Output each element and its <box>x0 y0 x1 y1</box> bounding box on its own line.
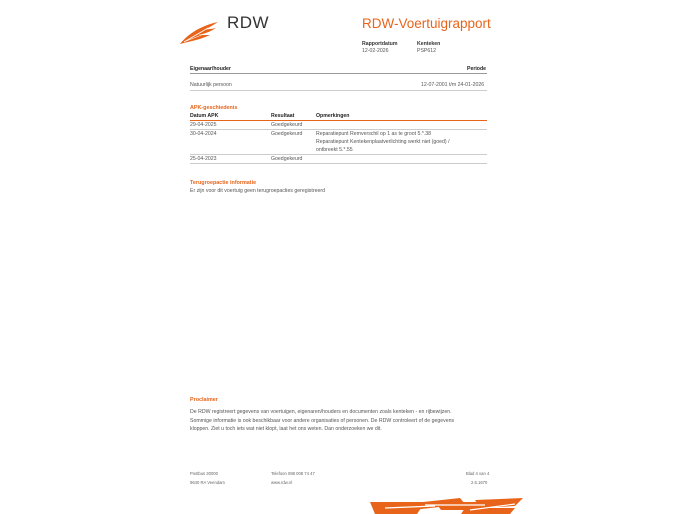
apk-row-remark: Reparatiepunt Remverschil op 1 as te groot 5.*.38 <box>316 131 432 137</box>
footer-page-number: Blad 4 van 4 <box>466 471 490 476</box>
disclaimer-line: kloppen. Ziet u toch iets wat niet klopt, laat het ons weten. Dan onderzoeken we dit. <box>190 426 382 432</box>
apk-row-divider <box>190 129 487 130</box>
logo-text: RDW <box>227 13 270 32</box>
owner-row-divider <box>190 90 487 91</box>
apk-row-result: Goedgekeurd <box>271 122 303 128</box>
apk-header-remarks: Opmerkingen <box>316 113 350 119</box>
owner-col-header: Eigenaar/houder <box>190 66 231 72</box>
rapportdatum-label: Rapportdatum <box>362 41 398 47</box>
apk-header-divider <box>190 120 487 121</box>
apk-row-date: 25-04-2023 <box>190 156 217 162</box>
disclaimer-title: Proclaimer <box>190 397 218 403</box>
disclaimer-line: Sommige informatie is ook beschikbaar voor andere organisaties of personen. De RDW controleert of de gegevens <box>190 417 455 424</box>
kenteken-value: PSP612 <box>417 48 437 54</box>
apk-row-date: 29-04-2025 <box>190 122 217 128</box>
apk-row-remark: Reparatiepunt Kentekenplaatverlichting werkt niet (goed) / <box>316 139 450 145</box>
bottom-stripes-decoration <box>365 496 525 514</box>
apk-row-divider <box>190 163 487 164</box>
footer-postbus: Postbus 30000 <box>190 471 218 476</box>
footer-code: 2.6.1670 <box>471 480 488 485</box>
apk-section-title: APK-geschiedenis <box>190 105 238 111</box>
document-title: RDW-Voertuigrapport <box>362 16 491 31</box>
apk-row-result: Goedgekeurd <box>271 131 303 137</box>
footer-telefoon: Telefoon 088 008 74 47 <box>271 471 315 476</box>
rdw-logo-icon <box>178 20 220 46</box>
footer-website: www.rdw.nl <box>271 480 292 485</box>
apk-row-divider <box>190 154 487 155</box>
apk-header-result: Resultaat <box>271 113 295 119</box>
rapportdatum-value: 12-02-2026 <box>362 48 389 54</box>
owner-divider <box>190 73 487 74</box>
footer-postcode: 9640 RA Veendam <box>190 480 225 485</box>
apk-row-date: 30-04-2024 <box>190 131 217 137</box>
recall-text: Er zijn voor dit voertuig geen terugroepacties geregistreerd <box>190 188 325 194</box>
owner-period: 12-07-2001 t/m 24-01-2026 <box>421 82 485 88</box>
kenteken-label: Kenteken <box>417 41 441 47</box>
recall-section-title: Terugroepactie informatie <box>190 180 257 186</box>
apk-header-date: Datum APK <box>190 113 219 119</box>
owner-type: Natuurlijk persoon <box>190 82 232 88</box>
disclaimer-line: De RDW registreert gegevens van voertuigen, eigenaren/houders en documenten zoals kenteken - en rijbewijzen. <box>190 409 452 415</box>
apk-row-remark: ontbreekt 5.*.55 <box>316 147 353 153</box>
period-col-header: Periode <box>467 66 487 72</box>
apk-row-result: Goedgekeurd <box>271 156 303 162</box>
